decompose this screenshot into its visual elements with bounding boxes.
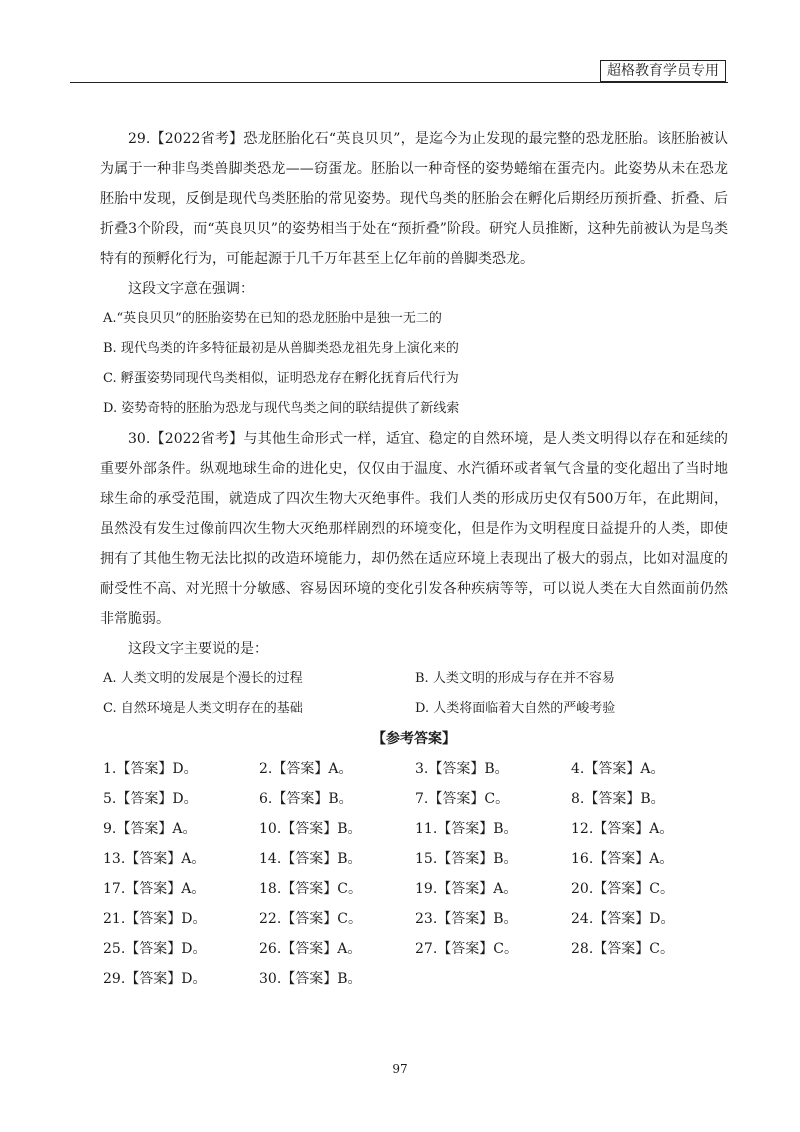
answer-item: 20.【答案】C。 [571,881,674,897]
question-30-option-d: D. 人类将面临着大自然的严峻考验 [415,701,616,716]
answer-item: 29.【答案】D。 [103,971,207,987]
question-30 [100,424,728,724]
answer-item: 15.【答案】B。 [415,851,518,867]
answer-item: 19.【答案】A。 [415,881,518,897]
answer-item: 26.【答案】A。 [259,941,362,957]
answer-item: 7.【答案】C。 [415,791,510,807]
answer-item: 12.【答案】A。 [571,821,674,837]
question-29 [100,124,728,424]
answer-item: 22.【答案】C。 [259,911,362,927]
answer-item: 3.【答案】B。 [415,761,509,777]
answer-item: 14.【答案】B。 [259,851,362,867]
question-29-option-c: C. 孵蛋姿势同现代鸟类相似，证明恐龙存在孵化抚育后代行为 [103,371,459,386]
answer-key-title: 【参考答案】 [372,731,456,747]
question-30-options [100,664,728,724]
answer-item: 24.【答案】D。 [571,911,675,927]
answer-item: 2.【答案】A。 [259,761,353,777]
page-number: 97 [392,1062,408,1076]
answer-item: 17.【答案】A。 [103,881,206,897]
answer-item: 8.【答案】B。 [571,791,665,807]
answer-item: 1.【答案】D。 [103,761,198,777]
question-30-option-a: A. 人类文明的发展是个漫长的过程 [103,671,303,686]
answer-item: 11.【答案】B。 [415,821,518,837]
answer-item: 16.【答案】A。 [571,851,674,867]
answer-item: 10.【答案】B。 [259,821,362,837]
question-29-stem: 这段文字意在强调： [128,281,254,297]
answer-item: 6.【答案】B。 [259,791,353,807]
answer-key-grid [100,754,728,994]
answer-item: 28.【答案】C。 [571,941,674,957]
question-30-option-c: C. 自然环境是人类文明存在的基础 [103,701,303,716]
header-rule [70,82,728,83]
answer-item: 18.【答案】C。 [259,881,362,897]
answer-item: 27.【答案】C。 [415,941,518,957]
answer-item: 25.【答案】D。 [103,941,207,957]
question-30-stem: 这段文字主要说的是： [128,641,268,657]
answer-item: 21.【答案】D。 [103,911,207,927]
question-30-option-b: B. 人类文明的形成与存在并不容易 [415,671,615,686]
question-29-option-b: B. 现代鸟类的许多特征最初是从兽脚类恐龙祖先身上演化来的 [103,341,459,356]
question-29-text: 29.【2022省考】恐龙胚胎化石“英良贝贝”，是迄今为止发现的最完整的恐龙胚胎。该胚胎被认为属于一种非鸟类兽脚类恐龙——窃蛋龙。胚胎以一种奇怪的姿势蜷缩在蛋壳内。此姿势从未在恐龙胚胎中发现，反倒是现代鸟类胚胎的常见姿势。现代鸟类的胚胎会在孵化后期经历预折叠、折叠、后折叠3个阶段，而“英良贝贝”的姿势相当于处在“预折叠”阶段。研究人员推断，这种先前被认为是鸟类特有的预孵化行为，可能起源于几千万年甚至上亿年前的兽脚类恐龙。 [100,131,728,267]
answer-item: 23.【答案】B。 [415,911,518,927]
question-30-text: 30.【2022省考】与其他生命形式一样，适宜、稳定的自然环境，是人类文明得以存在和延续的重要外部条件。纵观地球生命的进化史，仅仅由于温度、水汽循环或者氧气含量的变化超出了当时地球生命的承受范围，就造成了四次生物大灭绝事件。我们人类的形成历史仅有500万年，在此期间，虽然没有发生过像前四次生物大灭绝那样剧烈的环境变化，但是作为文明程度日益提升的人类，即使拥有了其他生物无法比拟的改造环境能力，却仍然在适应环境上表现出了极大的弱点，比如对温度的耐受性不高、对光照十分敏感、容易因环境的变化引发各种疾病等等，可以说人类在大自然面前仍然非常脆弱。 [100,431,728,627]
page-content [100,124,728,994]
answer-item: 13.【答案】A。 [103,851,206,867]
answer-item: 4.【答案】A。 [571,761,665,777]
question-29-option-d: D. 姿势奇特的胚胎为恐龙与现代鸟类之间的联结提供了新线索 [103,401,460,416]
answer-item: 5.【答案】D。 [103,791,198,807]
answer-key [100,724,728,994]
answer-item: 9.【答案】A。 [103,821,197,837]
question-29-option-a: A.“英良贝贝”的胚胎姿势在已知的恐龙胚胎中是独一无二的 [103,311,442,326]
answer-item: 30.【答案】B。 [259,971,362,987]
header-label: 超格教育学员专用 [600,60,726,82]
